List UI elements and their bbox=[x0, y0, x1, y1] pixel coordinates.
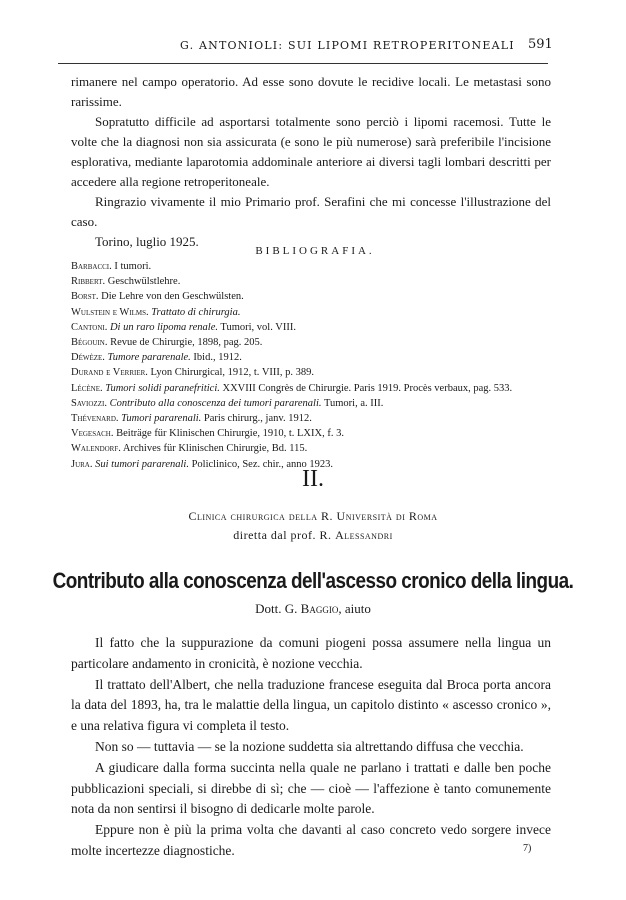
entry-author: Barbacci. bbox=[71, 261, 112, 272]
bibliography-entry bbox=[71, 259, 551, 274]
paragraph: A giudicare dalla forma succinta nella quale ne parlano i trattati e dalle ben poche pubblicazioni speciali, si direbbe di sì; che — cioè — l'affezione è tanto comunemente nota da non sentirsi il bisogno di dedicarle molte parole. bbox=[71, 759, 551, 817]
entry-source: Geschwülstlehre. bbox=[107, 276, 181, 288]
author-name: Baggio, bbox=[300, 601, 342, 616]
bibliography-entry bbox=[71, 365, 551, 380]
article-number: II. bbox=[302, 466, 324, 492]
signature-mark: 7) bbox=[523, 843, 532, 854]
entry-author: Durand e Verrier. bbox=[71, 367, 148, 379]
bibliography-list bbox=[71, 259, 551, 472]
entry-source: Paris chirurg., janv. 1912. bbox=[203, 413, 312, 425]
entry-author: Wulstein e Wilms. bbox=[71, 306, 149, 318]
entry-source: Tumori, a. III. bbox=[323, 397, 384, 409]
entry-author: Saviozzi. bbox=[71, 397, 107, 409]
bibliography-entry bbox=[71, 335, 551, 350]
institution-name: Clinica chirurgica della R. Università di Roma bbox=[188, 509, 438, 523]
entry-author: Borst. bbox=[71, 291, 99, 303]
director-line bbox=[0, 528, 626, 543]
entry-source: Tumori, vol. VIII. bbox=[220, 321, 296, 333]
paragraph: Non so — tuttavia — se la nozione suddetta sia altrettando diffusa che vecchia. bbox=[95, 738, 524, 754]
entry-author: Ribbert. bbox=[71, 276, 106, 288]
director-name: Alessandri bbox=[335, 528, 393, 542]
paragraph: rimanere nel campo operatorio. Ad esse sono dovute le recidive locali. Le metastasi sono rarissime. bbox=[71, 74, 551, 109]
director-prefix: diretta dal prof. R. bbox=[233, 528, 332, 542]
running-title: G. ANTONIOLI: SUI LIPOMI RETROPERITONEALI bbox=[180, 39, 515, 52]
entry-source: Archives für Klinischen Chirurgie, Bd. 115. bbox=[122, 443, 308, 455]
entry-author: Lécène. bbox=[71, 382, 103, 394]
entry-source: Lyon Chirurgical, 1912, t. VIII, p. 389. bbox=[150, 367, 315, 379]
entry-author: Vegesach. bbox=[71, 428, 114, 440]
bibliography-entry bbox=[71, 289, 551, 304]
article-author bbox=[0, 601, 626, 617]
entry-author: Bégouin. bbox=[71, 337, 108, 349]
entry-source: I tumori. bbox=[114, 261, 152, 272]
paragraph: Eppure non è più la prima volta che davanti al caso concreto vedo sorgere invece molte incertezze diagnostiche. bbox=[71, 822, 551, 858]
institution-line bbox=[0, 509, 626, 524]
bibliography-entry bbox=[71, 305, 551, 320]
author-prefix: Dott. G. bbox=[255, 601, 298, 616]
bibliography-entry bbox=[71, 381, 551, 396]
page-number: 591 bbox=[528, 37, 553, 52]
header-rule bbox=[58, 63, 548, 64]
entry-source: Ibid., 1912. bbox=[193, 352, 242, 364]
entry-source: Beiträge für Klinischen Chirurgie, 1910, t. LXIX, f. 3. bbox=[116, 428, 344, 440]
paragraph: Sopratutto difficile ad asportarsi totalmente sono perciò i lipomi racemosi. Tutte le volte che la diagnosi non sia assicurata (e sono le più numerose) sarà preferibile l'incisione esplorativa, mediante laparotomia addominale anteriore ai diversi tagli lombari descritti per accedere alla regione retroperitoneale. bbox=[71, 114, 551, 189]
article-title: Contributo alla conoscenza dell'ascesso cronico della lingua. bbox=[52, 568, 574, 593]
article-body bbox=[71, 633, 551, 862]
bibliography-entry bbox=[71, 441, 551, 456]
entry-author: Jura. bbox=[71, 458, 93, 470]
entry-title: Tumore pararenale. bbox=[107, 352, 191, 364]
paragraph: Il trattato dell'Albert, che nella traduzione francese eseguita dal Broca porta ancora la data del 1893, ha, tra le malattie della lingua, un capitolo distinto « ascesso cronico », e una relativa figura vi completa il testo. bbox=[71, 676, 551, 734]
entry-title: Trattato di chirurgia. bbox=[151, 306, 241, 318]
place-date: Torino, luglio 1925. bbox=[95, 234, 199, 249]
entry-title: Di un raro lipoma renale. bbox=[109, 321, 218, 333]
previous-article-conclusion bbox=[71, 72, 551, 252]
entry-author: Cantoni. bbox=[71, 321, 108, 333]
entry-title: Contributo alla conoscenza dei tumori pararenali. bbox=[109, 397, 322, 409]
bibliography-entry bbox=[71, 411, 551, 426]
paragraph: Il fatto che la suppurazione da comuni piogeni possa assumere nella lingua un particolare andamento in cronicità, è nozione vecchia. bbox=[71, 635, 551, 671]
entry-author: Thévenard. bbox=[71, 413, 119, 425]
entry-title: Sui tumori pararenali. bbox=[95, 458, 189, 470]
bibliography-entry bbox=[71, 320, 551, 335]
bibliography-entry bbox=[71, 274, 551, 289]
author-role: aiuto bbox=[344, 601, 371, 616]
entry-source: Revue de Chirurgie, 1898, pag. 205. bbox=[110, 337, 263, 349]
bibliography-entry bbox=[71, 396, 551, 411]
entry-author: Déwèze. bbox=[71, 352, 105, 364]
bibliography-heading: BIBLIOGRAFIA. bbox=[255, 245, 375, 257]
entry-title: Tumori solidi paranefritici. bbox=[105, 382, 220, 394]
paragraph: Ringrazio vivamente il mio Primario prof. Serafini che mi concesse l'illustrazione del caso. bbox=[71, 194, 551, 229]
entry-source: XXVIII Congrès de Chirurgie. Paris 1919. Procès verbaux, pag. 533. bbox=[222, 382, 513, 394]
bibliography-entry bbox=[71, 350, 551, 365]
running-head bbox=[0, 37, 626, 57]
entry-author: Walendorf. bbox=[71, 443, 121, 455]
bibliography-entry bbox=[71, 426, 551, 441]
entry-source: Die Lehre von den Geschwülsten. bbox=[101, 291, 244, 303]
entry-source: Policlinico, Sez. chir., anno 1923. bbox=[191, 458, 334, 470]
entry-title: Tumori pararenali. bbox=[121, 413, 202, 425]
